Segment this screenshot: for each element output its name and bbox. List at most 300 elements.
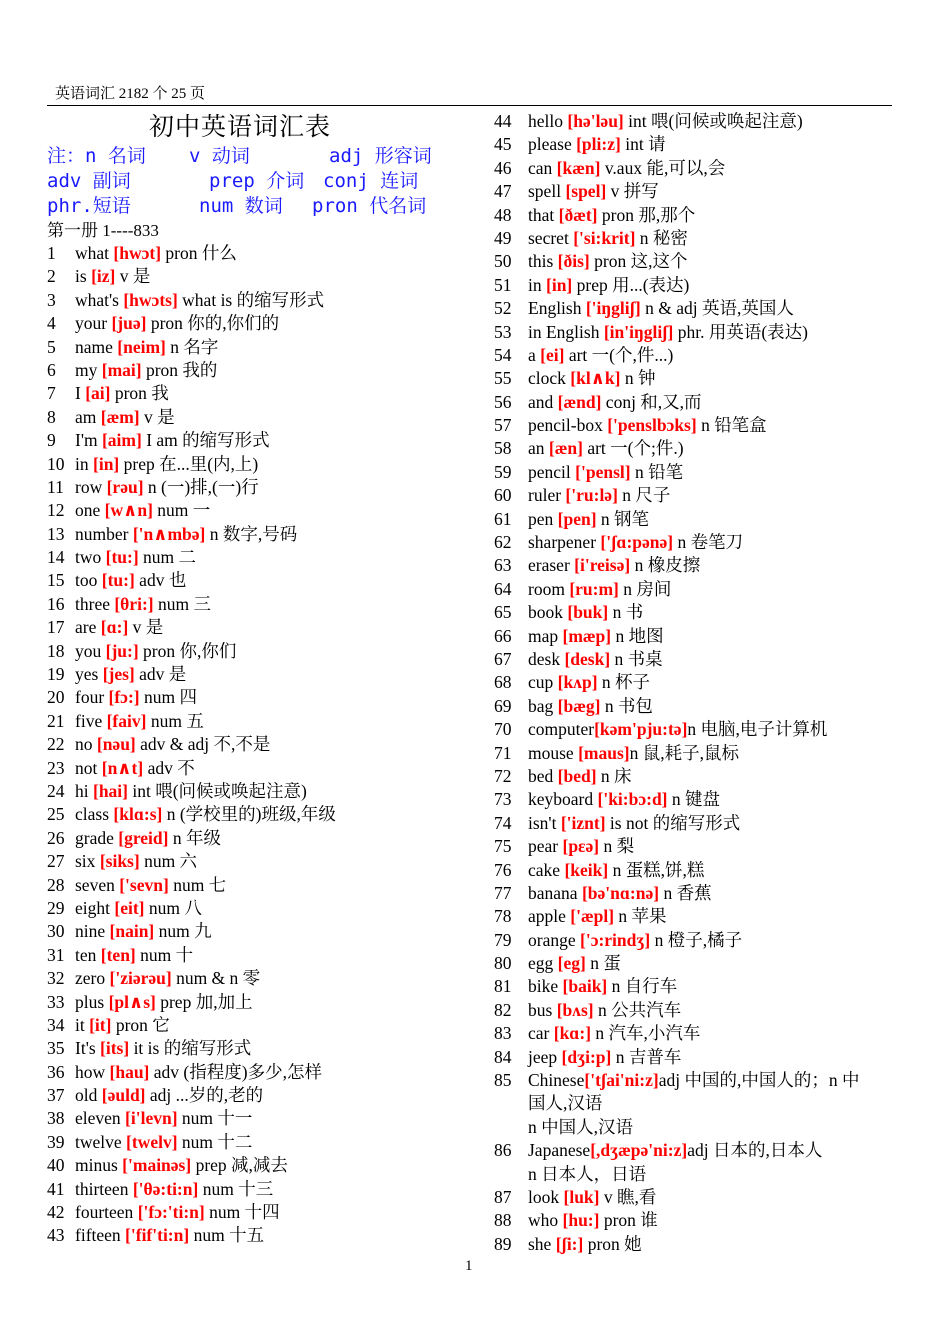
entry-word: eight <box>75 897 115 918</box>
entry-definition: pron 什么 <box>161 243 237 263</box>
entry-definition: n 日本人，日语 <box>528 1163 647 1184</box>
entry-phonetic: [jes] <box>102 664 135 685</box>
book-heading: 第一册 1----833 <box>47 221 159 240</box>
entry-body <box>75 312 279 335</box>
entry-body <box>75 944 193 967</box>
entry-number: 72 <box>494 765 512 786</box>
vocab-entry <box>494 1139 894 1162</box>
entry-number: 2 <box>47 266 56 287</box>
legend-row <box>47 169 487 194</box>
entry-body <box>75 523 297 546</box>
entry-phonetic: [fɔ:] <box>108 687 140 708</box>
entry-definition: adj ...岁的,老的 <box>145 1085 264 1106</box>
entry-word: hi <box>75 780 93 801</box>
entry-body <box>528 1163 646 1186</box>
entry-definition: num 十五 <box>189 1225 265 1246</box>
entry-definition: prep 用...(表达) <box>572 274 690 295</box>
entry-definition: prep 减,减去 <box>191 1155 288 1176</box>
entry-phonetic: [æn] <box>548 438 583 459</box>
entry-number: 56 <box>494 391 512 412</box>
entry-word: pencil-box <box>528 415 608 436</box>
entry-phonetic: [hə'ləu] <box>567 111 624 131</box>
entry-definition: v.aux 能,可以,会 <box>600 157 726 178</box>
entry-phonetic: [kəm'pju:tə] <box>594 719 688 740</box>
entry-body <box>528 321 808 344</box>
entry-body <box>528 1069 859 1092</box>
entry-body <box>528 414 767 437</box>
vocab-entry <box>47 967 487 990</box>
entry-definition: n 铅笔盒 <box>696 415 767 436</box>
entry-number: 25 <box>47 804 65 825</box>
entry-number: 76 <box>494 859 512 880</box>
vocab-entry <box>494 344 894 367</box>
entry-definition: num 十 <box>135 944 194 965</box>
entry-phonetic: ['si:krit] <box>573 227 636 248</box>
entry-word: an <box>528 438 549 459</box>
entry-definition: pron 那,那个 <box>597 204 696 225</box>
entry-body <box>528 554 700 577</box>
entry-definition: n 橙子,橘子 <box>650 929 743 950</box>
entry-number: 68 <box>494 672 512 693</box>
entry-number: 38 <box>47 1108 65 1129</box>
entry-number: 42 <box>47 1202 65 1223</box>
entry-definition: art 一(个,件...) <box>564 344 674 365</box>
entry-body <box>528 204 695 227</box>
vocab-entry <box>47 850 487 873</box>
entry-phonetic: [keik] <box>564 859 609 880</box>
entry-number: 33 <box>47 991 65 1012</box>
entry-definition: I am 的缩写形式 <box>141 430 270 451</box>
entry-body <box>75 991 253 1014</box>
entry-definition: pron 谁 <box>599 1210 658 1231</box>
entry-word: minus <box>75 1155 123 1176</box>
vocab-entry <box>47 616 487 639</box>
entry-definition: prep 加,加上 <box>155 991 253 1012</box>
entry-definition: n 中国人,汉语 <box>528 1116 633 1137</box>
entry-number: 69 <box>494 695 512 716</box>
vocab-list-left <box>47 242 487 1248</box>
entry-word: bus <box>528 999 557 1020</box>
entry-definition: n 键盘 <box>667 789 720 810</box>
entry-number: 34 <box>47 1014 65 1035</box>
entry-definition: int 请 <box>620 134 666 155</box>
entry-phonetic: [ðæt] <box>558 204 598 225</box>
entry-number: 28 <box>47 874 65 895</box>
entry-phonetic: [it] <box>89 1014 112 1035</box>
entry-body <box>528 625 664 648</box>
vocab-entry <box>47 593 487 616</box>
entry-word: no <box>75 734 97 755</box>
vocab-entry <box>494 1046 894 1069</box>
entry-word: mouse <box>528 742 579 763</box>
entry-word: Chinese <box>528 1070 585 1091</box>
vocab-entry <box>494 742 894 765</box>
entry-number: 63 <box>494 555 512 576</box>
entry-definition: n 数字,号码 <box>205 523 298 544</box>
entry-definition: num 十四 <box>204 1202 280 1223</box>
entry-number: 60 <box>494 485 512 506</box>
entry-phonetic: [ðis] <box>557 251 590 272</box>
entry-word: can <box>528 157 557 178</box>
vocab-entry <box>494 484 894 507</box>
vocab-entry <box>494 531 894 554</box>
vocab-entry <box>494 1092 894 1115</box>
vocab-entry <box>47 265 487 288</box>
vocab-entry <box>47 242 487 265</box>
entry-definition: pron 你的,你们的 <box>146 313 280 334</box>
entry-phonetic: [kʌp] <box>557 672 598 693</box>
entry-body <box>75 827 221 850</box>
entry-word: how <box>75 1061 110 1082</box>
entry-word: ruler <box>528 485 566 506</box>
entry-body <box>75 616 163 639</box>
entry-phonetic: [hu:] <box>562 1210 600 1231</box>
entry-word: room <box>528 578 570 599</box>
vocab-entry <box>494 601 894 624</box>
entry-number: 10 <box>47 453 65 474</box>
vocab-entry <box>494 1163 894 1186</box>
entry-word: what <box>75 243 114 263</box>
entry-definition: adv 是 <box>134 664 187 685</box>
vocab-entry <box>47 1201 487 1224</box>
entry-word: that <box>528 204 559 225</box>
entry-number: 77 <box>494 882 512 903</box>
vocab-entry <box>494 110 894 133</box>
entry-word: your <box>75 313 112 334</box>
entry-number: 70 <box>494 719 512 740</box>
entry-word: ten <box>75 944 101 965</box>
entry-body <box>528 508 649 531</box>
entry-word: she <box>528 1233 556 1254</box>
vocab-entry <box>494 1069 894 1092</box>
vocab-entry <box>494 133 894 156</box>
vocab-entry <box>494 204 894 227</box>
vocab-entry <box>494 508 894 531</box>
entry-body <box>75 967 260 990</box>
entry-body <box>75 546 196 569</box>
entry-body <box>75 382 169 405</box>
vocab-entry <box>47 686 487 709</box>
entry-body <box>528 274 689 297</box>
entry-body <box>528 1116 633 1139</box>
entry-word: apple <box>528 906 571 927</box>
entry-phonetic: [in'iŋgliʃ] <box>603 321 674 342</box>
entry-word: secret <box>528 227 574 248</box>
vocab-entry <box>494 1209 894 1232</box>
entry-definition: num 一 <box>152 500 211 521</box>
entry-definition: n 地图 <box>611 625 664 646</box>
entry-phonetic: [ju:] <box>105 640 139 661</box>
entry-body <box>75 1061 322 1084</box>
vocab-entry <box>47 897 487 920</box>
entry-definition: num & n 零 <box>171 968 261 989</box>
entry-number: 78 <box>494 906 512 927</box>
entry-number: 14 <box>47 547 65 568</box>
vocab-entry <box>494 952 894 975</box>
entry-number: 40 <box>47 1155 65 1176</box>
entry-body <box>75 242 237 265</box>
entry-definition: pron 她 <box>583 1233 642 1254</box>
entry-number: 51 <box>494 274 512 295</box>
entry-phonetic: ['ʃɑ:pənə] <box>600 532 674 553</box>
entry-word: keyboard <box>528 789 598 810</box>
entry-number: 24 <box>47 780 65 801</box>
vocab-entry <box>494 625 894 648</box>
entry-definition: num 四 <box>139 687 197 708</box>
entry-body <box>75 874 226 897</box>
entry-word: pencil <box>528 461 576 482</box>
vocab-entry <box>47 920 487 943</box>
entry-phonetic: [buk] <box>567 602 609 623</box>
vocab-entry <box>47 1224 487 1247</box>
vocab-entry <box>494 929 894 952</box>
page-number: 1 <box>465 1258 473 1274</box>
entry-word: five <box>75 710 107 731</box>
vocab-entry <box>47 1107 487 1130</box>
entry-number: 48 <box>494 204 512 225</box>
entry-number: 1 <box>47 243 56 263</box>
entry-word: is <box>75 266 92 287</box>
entry-number: 73 <box>494 789 512 810</box>
entry-definition: n 钟 <box>620 368 656 389</box>
vocab-entry <box>47 1084 487 1107</box>
entry-word: in <box>75 453 93 474</box>
entry-number: 45 <box>494 134 512 155</box>
entry-word: bag <box>528 695 558 716</box>
entry-definition: v 拼写 <box>606 181 659 202</box>
entry-word: in English <box>528 321 604 342</box>
entry-definition: adv 不 <box>143 757 195 778</box>
entry-body <box>528 250 687 273</box>
entry-phonetic: ['sevn] <box>119 874 169 895</box>
entry-definition: n 书包 <box>600 695 653 716</box>
vocab-entry <box>494 1022 894 1045</box>
entry-body <box>75 406 175 429</box>
entry-phonetic: [kɑ:] <box>553 1023 592 1044</box>
entry-number: 41 <box>47 1178 65 1199</box>
entry-phonetic: [pen] <box>557 508 597 529</box>
entry-body <box>528 648 663 671</box>
vocab-entry <box>494 835 894 858</box>
entry-phonetic: [bʌs] <box>556 999 594 1020</box>
entry-body <box>528 1139 822 1162</box>
vocab-entry <box>47 359 487 382</box>
vocab-entry <box>47 640 487 663</box>
entry-phonetic: ['æpl] <box>570 906 615 927</box>
vocab-entry <box>47 710 487 733</box>
entry-phonetic: [neim] <box>117 336 166 357</box>
entry-definition: n 橡皮擦 <box>630 555 701 576</box>
entry-word: are <box>75 617 101 638</box>
entry-word: fifteen <box>75 1225 126 1246</box>
entry-definition: num 十一 <box>177 1108 253 1129</box>
entry-body <box>75 336 218 359</box>
entry-word: four <box>75 687 109 708</box>
entry-phonetic: ['fif'ti:n] <box>125 1225 190 1246</box>
entry-definition: adj 日本的,日本人 <box>687 1140 823 1161</box>
entry-body <box>528 859 704 882</box>
entry-definition: n 杯子 <box>597 672 651 693</box>
entry-definition: int 喂(问候或唤起注意) <box>128 780 307 801</box>
entry-number: 15 <box>47 570 65 591</box>
vocab-entry <box>494 157 894 180</box>
entry-number: 39 <box>47 1131 65 1152</box>
vocab-entry <box>494 321 894 344</box>
legend-item: conj 连词 <box>323 170 419 192</box>
entry-body <box>75 569 186 592</box>
entry-phonetic: [æm] <box>100 406 140 427</box>
entry-phonetic: [luk] <box>563 1186 600 1207</box>
entry-word: three <box>75 593 115 614</box>
entry-number: 6 <box>47 359 56 380</box>
entry-number: 88 <box>494 1210 512 1231</box>
entry-phonetic: ['ki:bɔ:d] <box>597 789 668 810</box>
vocab-entry <box>494 461 894 484</box>
entry-definition: is not 的缩写形式 <box>605 812 741 833</box>
vocab-entry <box>494 999 894 1022</box>
entry-number: 11 <box>47 476 64 497</box>
entry-body <box>75 1154 288 1177</box>
entry-definition: num 十二 <box>177 1131 253 1152</box>
entry-body <box>75 359 217 382</box>
entry-number: 5 <box>47 336 56 357</box>
entry-body <box>75 289 324 312</box>
vocab-entry <box>47 1061 487 1084</box>
entry-phonetic: [hwɔt] <box>113 243 162 263</box>
entry-number: 9 <box>47 430 56 451</box>
entry-word: please <box>528 134 577 155</box>
entry-number: 17 <box>47 617 65 638</box>
vocab-entry <box>47 780 487 803</box>
entry-number: 61 <box>494 508 512 529</box>
entry-number: 80 <box>494 953 512 974</box>
vocab-entry <box>47 569 487 592</box>
vocab-entry <box>47 1037 487 1060</box>
vocab-entry <box>494 1116 894 1139</box>
entry-definition: num 九 <box>154 921 212 942</box>
entry-definition: pron 我的 <box>141 359 218 380</box>
entry-phonetic: [i'reisə] <box>574 555 631 576</box>
entry-body <box>528 671 650 694</box>
entry-definition: num 七 <box>168 874 227 895</box>
entry-definition: adv & adj 不,不是 <box>135 734 271 755</box>
entry-number: 31 <box>47 944 65 965</box>
entry-definition: num 八 <box>144 897 202 918</box>
entry-word: egg <box>528 953 558 974</box>
entry-definition: num 二 <box>138 547 197 568</box>
entry-phonetic: [mæp] <box>562 625 612 646</box>
entry-phonetic: ['iznt] <box>560 812 606 833</box>
entry-body <box>528 110 803 133</box>
entry-body <box>75 499 210 522</box>
entry-phonetic: [in] <box>546 274 573 295</box>
entry-definition: n 卷笔刀 <box>673 532 744 553</box>
entry-word: Japanese <box>528 1140 591 1161</box>
entry-number: 79 <box>494 929 512 950</box>
entry-body <box>528 1046 681 1069</box>
entry-number: 8 <box>47 406 56 427</box>
entry-definition: n 香蕉 <box>659 882 712 903</box>
entry-phonetic: [pεə] <box>562 836 600 857</box>
vocab-entry <box>494 274 894 297</box>
entry-number: 36 <box>47 1061 65 1082</box>
entry-body <box>75 476 259 499</box>
entry-body <box>528 437 684 460</box>
entry-word: I'm <box>75 430 102 451</box>
entry-word: my <box>75 359 102 380</box>
vocab-list-right <box>494 110 894 1256</box>
vocab-entry <box>494 414 894 437</box>
entry-word: class <box>75 804 114 825</box>
entry-definition: num 三 <box>153 593 211 614</box>
entry-body <box>75 429 270 452</box>
entry-body <box>75 1224 264 1247</box>
vocab-entry <box>494 882 894 905</box>
entry-body <box>75 686 197 709</box>
entry-definition: v 瞧,看 <box>599 1186 657 1207</box>
entry-body <box>75 1131 252 1154</box>
entry-body <box>528 905 667 928</box>
entry-phonetic: [bed] <box>557 765 597 786</box>
entry-definition: phr. 用英语(表达) <box>673 321 808 342</box>
legend-item: phr.短语 <box>47 195 131 217</box>
entry-definition: n 自行车 <box>607 976 678 997</box>
entry-phonetic: [desk] <box>564 648 611 669</box>
vocab-entry <box>47 827 487 850</box>
entry-definition: v 是 <box>115 266 151 287</box>
entry-word: look <box>528 1186 564 1207</box>
entry-body <box>528 1092 602 1115</box>
vocab-entry <box>494 391 894 414</box>
vocab-entry <box>494 297 894 320</box>
entry-word: this <box>528 251 558 272</box>
entry-phonetic: [pl∧s] <box>108 991 156 1012</box>
vocab-entry <box>494 788 894 811</box>
entry-body <box>528 1233 642 1256</box>
entry-body <box>75 780 307 803</box>
entry-phonetic: [greid] <box>118 827 169 848</box>
entry-word: name <box>75 336 118 357</box>
entry-phonetic: [juə] <box>111 313 147 334</box>
entry-number: 67 <box>494 648 512 669</box>
entry-word: who <box>528 1210 563 1231</box>
entry-definition: num 六 <box>139 851 198 872</box>
entry-number: 62 <box>494 532 512 553</box>
entry-phonetic: ['penslbɔks] <box>607 415 697 436</box>
entry-number: 64 <box>494 578 512 599</box>
entry-definition: pron 它 <box>111 1014 170 1035</box>
entry-body <box>528 461 683 484</box>
legend-item: pron 代名词 <box>312 195 427 217</box>
entry-definition: n 床 <box>596 765 632 786</box>
entry-definition: n 蛋糕,饼,糕 <box>608 859 705 880</box>
entry-body <box>75 850 197 873</box>
entry-phonetic: [baik] <box>562 976 608 997</box>
entry-body <box>75 1014 170 1037</box>
entry-phonetic: ['ɔ:rindʒ] <box>580 929 651 950</box>
vocab-entry <box>47 733 487 756</box>
entry-phonetic: [ɑ:] <box>100 617 129 638</box>
legend-item: v 动词 <box>189 145 250 167</box>
entry-body <box>75 710 204 733</box>
vocab-entry <box>47 1014 487 1037</box>
entry-definition: it is 的缩写形式 <box>129 1038 252 1059</box>
vocab-entry <box>494 1233 894 1256</box>
entry-body <box>528 882 712 905</box>
entry-definition: n (学校里的)班级,年级 <box>162 804 336 825</box>
entry-body <box>528 975 677 998</box>
entry-number: 53 <box>494 321 512 342</box>
